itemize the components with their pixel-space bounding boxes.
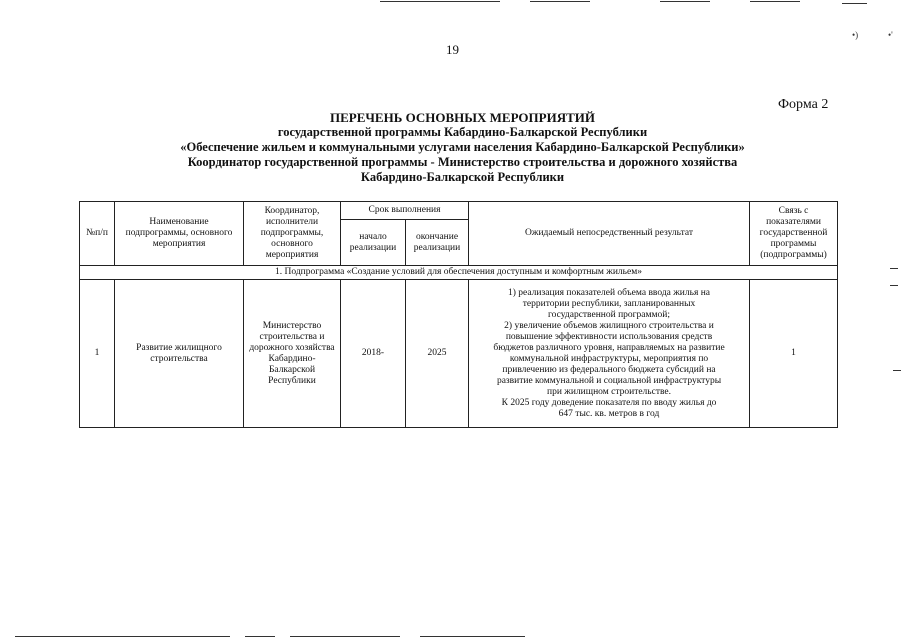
scan-line-right-2 — [890, 285, 898, 286]
scan-line-right-3 — [893, 370, 901, 371]
result-line: привлечению из федерального бюджета субсидий на — [502, 364, 716, 375]
row-coordinator: Министерство строительства и дорожного хозяйства Кабардино-Балкарской Республики — [244, 280, 341, 428]
row-link: 1 — [750, 280, 838, 428]
document-header — [90, 110, 835, 185]
header-line-program: государственной программы Кабардино-Балкарской Республики — [277, 125, 648, 139]
result-line: 2) увеличение объемов жилищного строительства и — [504, 320, 714, 331]
scan-line-top-5 — [842, 3, 867, 4]
scan-line-bottom-2 — [245, 636, 275, 637]
header-line-program-name: «Обеспечение жильем и коммунальными услугами населения Кабардино-Балкарской Республики» — [180, 140, 745, 154]
header-line-republic: Кабардино-Балкарской Республики — [360, 170, 565, 184]
result-line: повышение эффективности использования средств — [505, 331, 713, 342]
col-header-link: Связь с показателями государственной программы (подпрограммы) — [750, 202, 838, 266]
scan-line-top-3 — [660, 1, 710, 2]
row-num: 1 — [80, 280, 115, 428]
scan-line-top-1 — [380, 1, 500, 2]
result-line: 647 тыс. кв. метров в год — [558, 408, 660, 419]
row-start: 2018- — [341, 280, 406, 428]
result-line: при жилищном строительстве. — [547, 386, 672, 397]
col-header-period: Срок выполнения — [341, 202, 469, 220]
scan-mark-1: •) — [852, 30, 859, 40]
scan-line-right-1 — [890, 268, 898, 269]
row-name: Развитие жилищного строительства — [115, 280, 244, 428]
col-header-name: Наименование подпрограммы, основного мероприятия — [115, 202, 244, 266]
document-title: ПЕРЕЧЕНЬ ОСНОВНЫХ МЕРОПРИЯТИЙ — [330, 110, 595, 125]
col-header-end: окончание реализации — [406, 220, 469, 266]
row-end: 2025 — [406, 280, 469, 428]
scan-line-bottom-3 — [290, 636, 400, 637]
col-header-start: начало реализации — [341, 220, 406, 266]
header-line-coordinator: Координатор государственной программы - Министерство строительства и дорожного хозяйства — [187, 155, 738, 169]
table-row — [80, 280, 838, 428]
col-header-coordinator: Координатор, исполнители подпрограммы, основного мероприятия — [244, 202, 341, 266]
result-line: К 2025 году доведение показателя по вводу жилья до — [501, 397, 717, 408]
col-header-result: Ожидаемый непосредственный результат — [469, 202, 750, 266]
scan-line-bottom-1 — [15, 636, 230, 637]
result-line: развитие коммунальной и социальной инфраструктуры — [496, 375, 722, 386]
section-row-subprogram-1: 1. Подпрограмма «Создание условий для обеспечения доступным и комфортным жильем» — [80, 266, 838, 280]
activities-table — [79, 201, 838, 428]
result-line: территории республики, запланированных — [522, 298, 696, 309]
scan-line-top-2 — [530, 1, 590, 2]
scan-line-bottom-4 — [420, 636, 525, 637]
scan-line-top-4 — [750, 1, 800, 2]
scan-mark-2: •' — [888, 30, 893, 40]
result-line: государственной программой; — [548, 309, 671, 320]
page-number: 19 — [446, 42, 459, 57]
col-header-num: №п/п — [80, 202, 115, 266]
result-line: коммунальной инфраструктуры, мероприятия по — [509, 353, 709, 364]
form-label: Форма 2 — [778, 97, 829, 112]
result-line: бюджетов различного уровня, направляемых на развитие — [493, 342, 725, 353]
result-line: 1) реализация показателей объема ввода жилья на — [508, 287, 711, 298]
row-result — [469, 280, 750, 428]
